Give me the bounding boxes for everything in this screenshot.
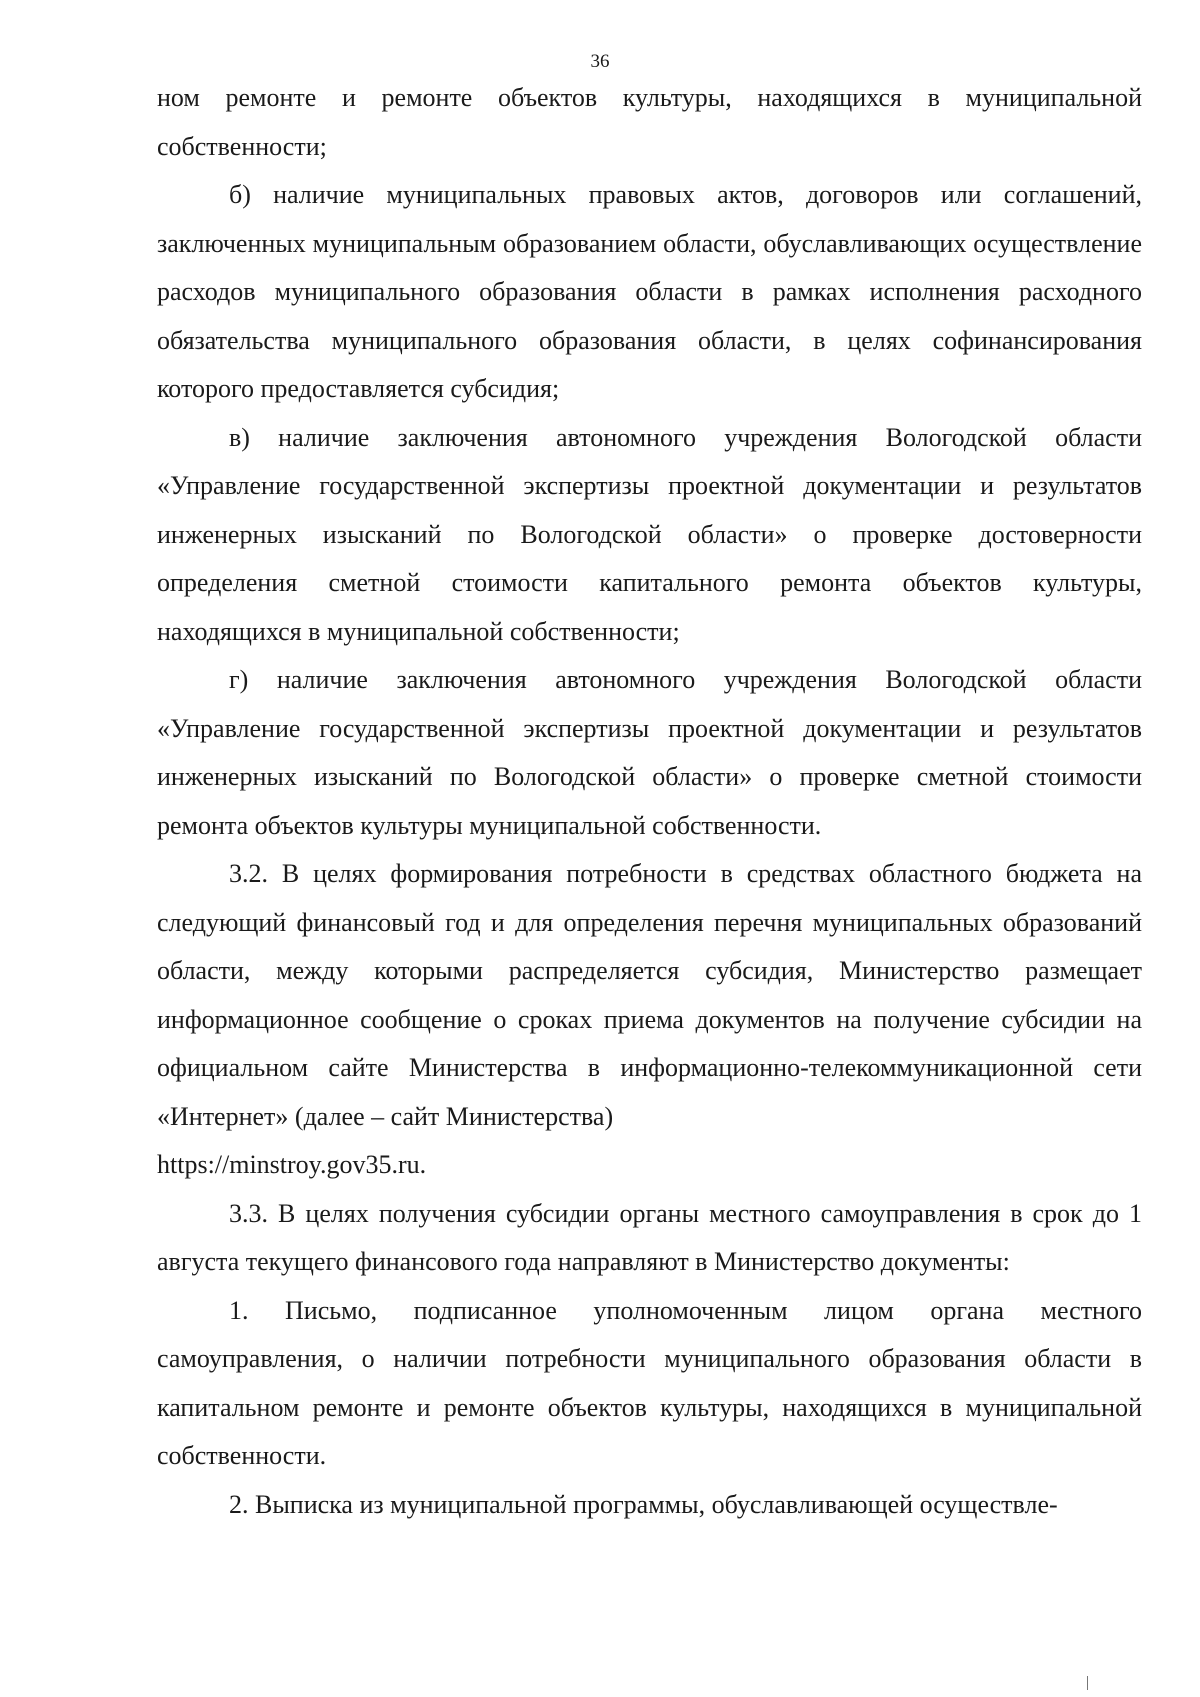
document-body	[157, 74, 1142, 1529]
ministry-website-url[interactable]: https://minstroy.gov35.ru.	[157, 1150, 427, 1179]
paragraph-3-2-url-line	[157, 1141, 1142, 1190]
paragraph-item-v: в) наличие заключения автономного учреждения Вологодской области «Управление государственной экспертизы проектной документации и результатов инженерных изысканий по Вологодской области» о проверке достоверности определения сметной стоимости капитального ремонта объектов культуры, находящихся в муниципальной собственности;	[157, 422, 1142, 646]
paragraph-3-3: 3.3. В целях получения субсидии органы местного самоуправления в срок до 1 августа текущего финансового года направляют в Министерство документы:	[157, 1198, 1142, 1276]
paragraph-item-2: 2. Выписка из муниципальной программы, обуславливающей осуществле-	[229, 1489, 1058, 1519]
paragraph-item-b: б) наличие муниципальных правовых актов, договоров или соглашений, заключенных муниципальным образованием области, обуславливающих осуществление расходов муниципального образования области в рамках исполнения расходного обязательства муниципального образования области, в целях софинансирования которого предоставляется субсидия;	[157, 180, 1142, 403]
paragraph-continued: ном ремонте и ремонте объектов культуры, находящихся в муниципальной собственности;	[157, 83, 1142, 161]
paragraph-3-2	[157, 850, 1142, 1141]
paragraph-item-1: 1. Письмо, подписанное уполномоченным лицом органа местного самоуправления, о наличии потребности муниципального образования области в капитальном ремонте и ремонте объектов культуры, находящихся в муниципальной собственности.	[157, 1295, 1142, 1470]
paragraph-item-g: г) наличие заключения автономного учреждения Вологодской области «Управление государственной экспертизы проектной документации и результатов инженерных изысканий по Вологодской области» о проверке сметной стоимости ремонта объектов культуры муниципальной собственности.	[157, 665, 1142, 840]
page-number: 36	[590, 51, 610, 72]
scan-edge-mark	[1087, 1676, 1088, 1690]
paragraph-3-2-text: 3.2. В целях формирования потребности в средствах областного бюджета на следующий финансовый год и для определения перечня муниципальных образований области, между которыми распределяется субсидия, Министерство размещает информационное сообщение о сроках приема документов на получение субсидии на официальном сайте Министерства в информационно-телекоммуникационной сети «Интернет» (далее – сайт Министерства)	[157, 859, 1142, 1131]
